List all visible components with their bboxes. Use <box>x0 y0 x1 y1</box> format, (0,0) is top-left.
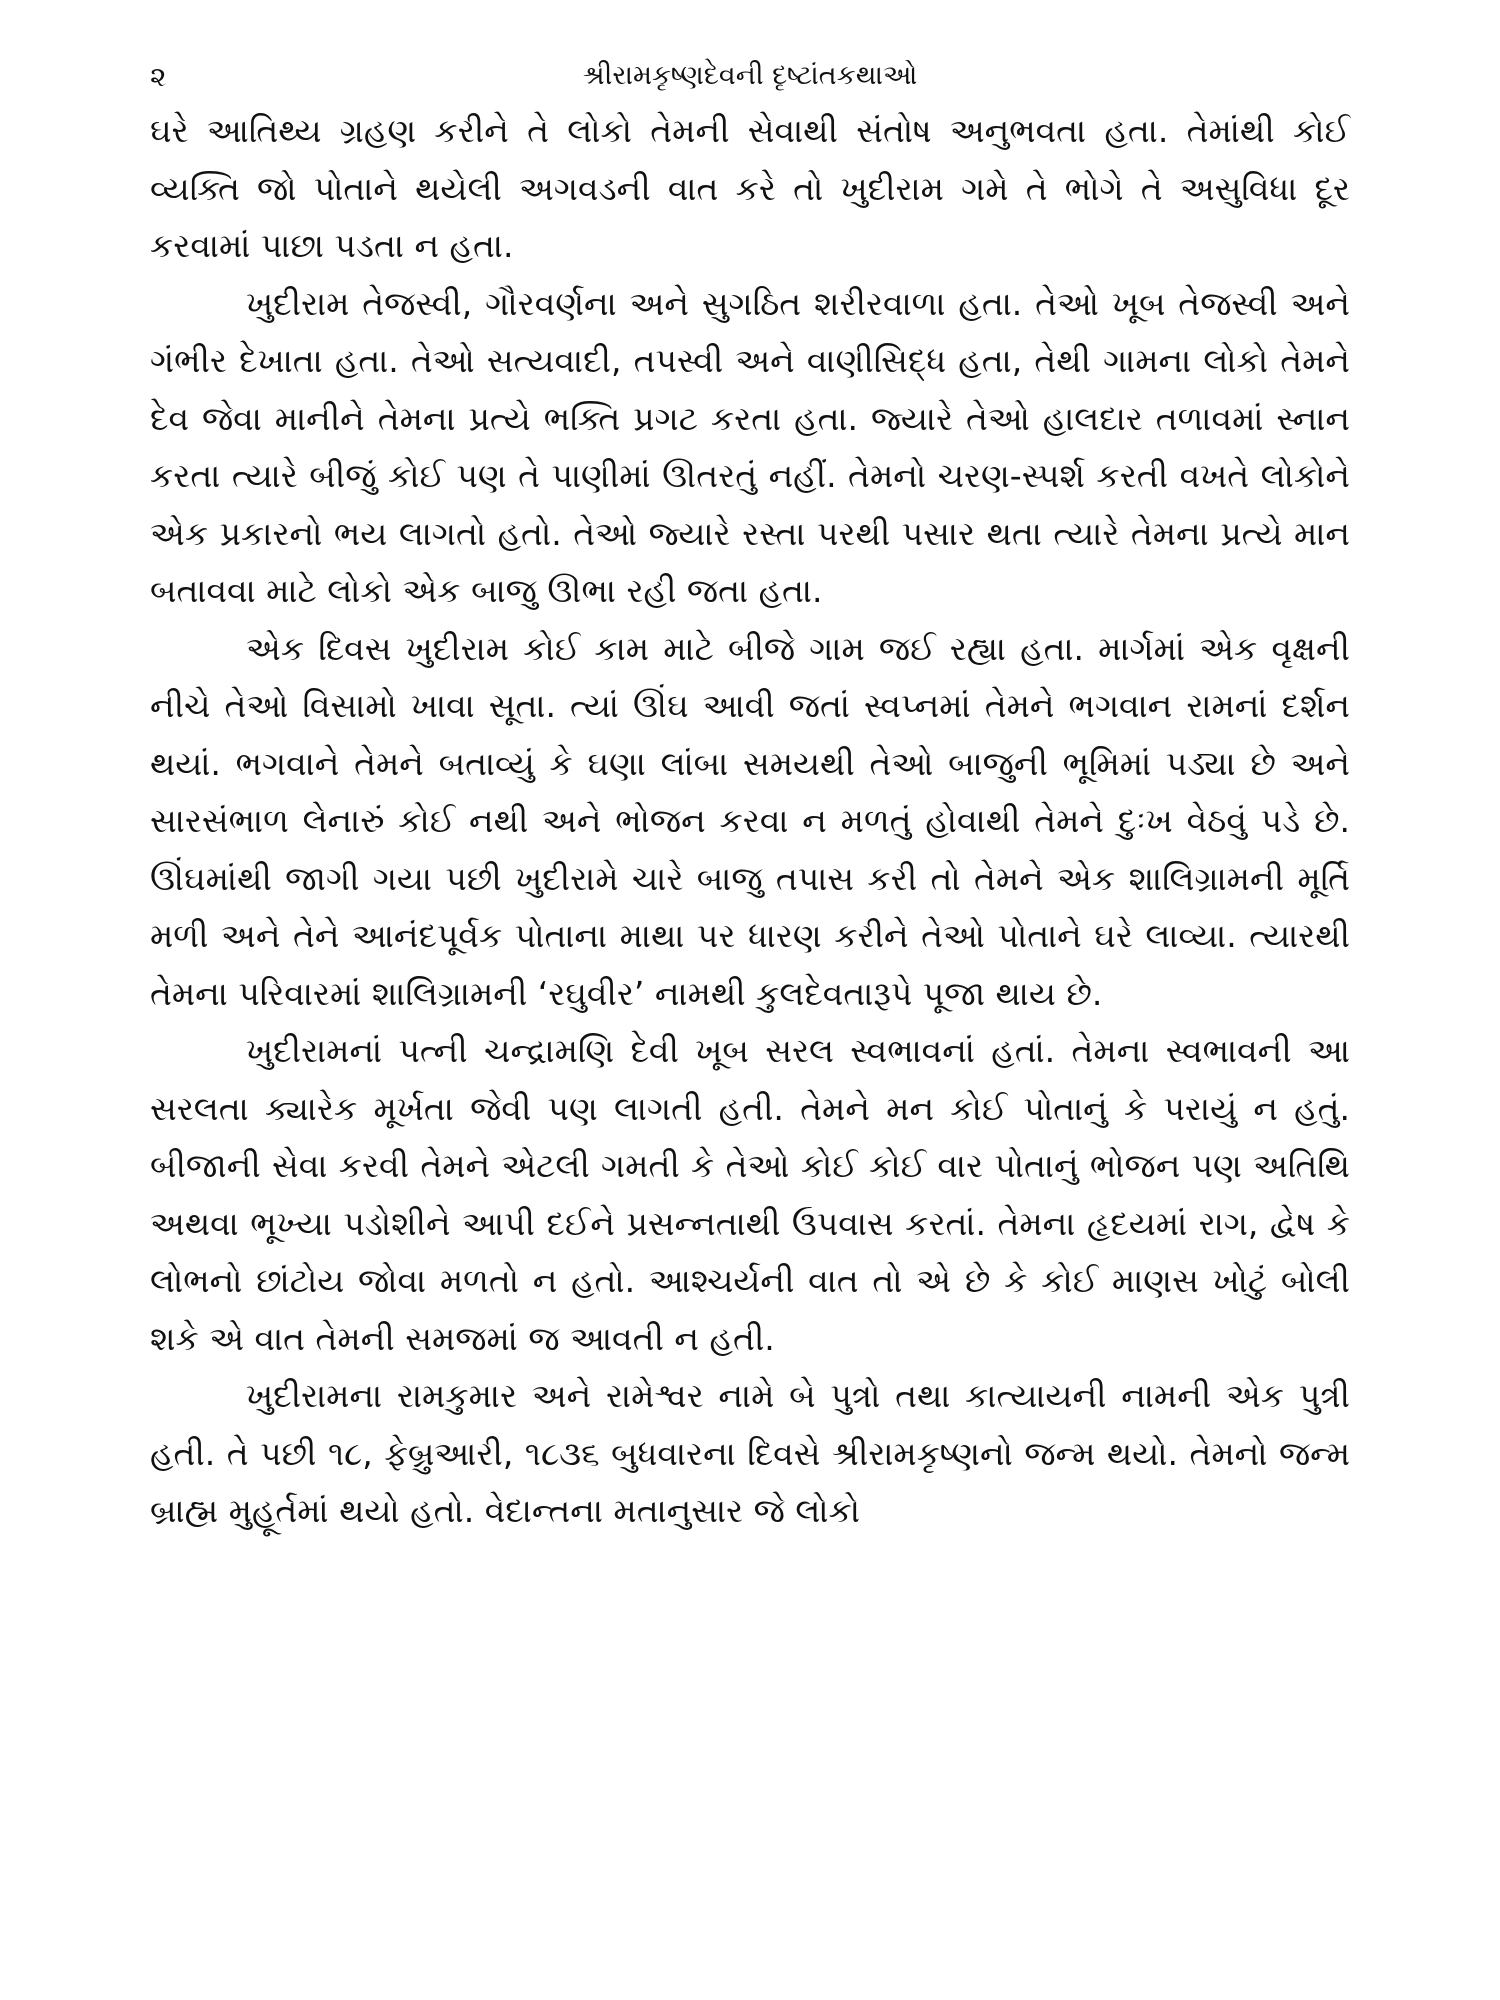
page-header <box>150 50 1350 102</box>
paragraph-continued: ઘરે આતિથ્ય ગ્રહણ કરીને તે લોકો તેમની સેવાથી સંતોષ અનુભવતા હતા. તેમાંથી કોઈ વ્યક્તિ જો પોતાને થયેલી અગવડની વાત કરે તો ખુદીરામ ગમે તે ભોગે તે અસુવિધા દૂર કરવામાં પાછા પડતા ન હતા. <box>150 111 1350 265</box>
running-title: શ્રીરામકૃષ્ણદેવની દૃષ્ટાંતકથાઓ <box>582 60 918 91</box>
paragraph: ખુદીરામના રામકુમાર અને રામેશ્વર નામે બે પુત્રો તથા કાત્યાયની નામની એક પુત્રી હતી. તે પછી ૧૮, ફેબ્રુઆરી, ૧૮૩૬ બુધવારના દિવસે શ્રીરામકૃષ્ણનો જન્મ થયો. તેમનો જન્મ બ્રાહ્મ મુહૂર્તમાં થયો હતો. વેદાન્તના મતાનુસાર જે લોકો <box>150 1376 1350 1530</box>
paragraph: ખુદીરામ તેજસ્વી, ગૌરવર્ણના અને સુગઠિત શરીરવાળા હતા. તેઓ ખૂબ તેજસ્વી અને ગંભીર દેખાતા હતા. તેઓ સત્યવાદી, તપસ્વી અને વાણીસિદ્ધ હતા, તેથી ગામના લોકો તેમને દેવ જેવા માનીને તેમના પ્રત્યે ભક્તિ પ્રગટ કરતા હતા. જ્યારે તેઓ હાલદાર તળાવમાં સ્નાન કરતા ત્યારે બીજું કોઈ પણ તે પાણીમાં ઊતરતું નહીં. તેમનો ચરણ-સ્પર્શ કરતી વખતે લોકોને એક પ્રકારનો ભય લાગતો હતો. તેઓ જ્યારે રસ્તા પરથી પસાર થતા ત્યારે તેમના પ્રત્યે માન બતાવવા માટે લોકો એક બાજુ ઊભા રહી જતા હતા. <box>150 283 1350 610</box>
page-number: ૨ <box>150 60 167 93</box>
paragraph: એક દિવસ ખુદીરામ કોઈ કામ માટે બીજે ગામ જઈ રહ્યા હતા. માર્ગમાં એક વૃક્ષની નીચે તેઓ વિસામો ખાવા સૂતા. ત્યાં ઊંઘ આવી જતાં સ્વપ્નમાં તેમને ભગવાન રામનાં દર્શન થયાં. ભગવાને તેમને બતાવ્યું કે ઘણા લાંબા સમયથી તેઓ બાજુની ભૂમિમાં પડ્યા છે અને સારસંભાળ લેનારું કોઈ નથી અને ભોજન કરવા ન મળતું હોવાથી તેમને દુઃખ વેઠવું પડે છે. ઊંઘમાંથી જાગી ગયા પછી ખુદીરામે ચારે બાજુ તપાસ કરી તો તેમને એક શાલિગ્રામની મૂર્તિ મળી અને તેને આનંદપૂર્વક પોતાના માથા પર ધારણ કરીને તેઓ પોતાને ઘરે લાવ્યા. ત્યારથી તેમના પરિવારમાં શાલિગ્રામની ‘રઘુવીર’ નામથી કુલદેવતારૂપે પૂજા થાય છે. <box>150 628 1350 1013</box>
body-text <box>150 102 1350 1540</box>
paragraph: ખુદીરામનાં પત્ની ચન્દ્રામણિ દેવી ખૂબ સરલ સ્વભાવનાં હતાં. તેમના સ્વભાવની આ સરલતા ક્યારેક મૂર્ખતા જેવી પણ લાગતી હતી. તેમને મન કોઈ પોતાનું કે પરાયું ન હતું. બીજાની સેવા કરવી તેમને એટલી ગમતી કે તેઓ કોઈ કોઈ વાર પોતાનું ભોજન પણ અતિથિ અથવા ભૂખ્યા પડોશીને આપી દઈને પ્રસન્નતાથી ઉપવાસ કરતાં. તેમના હૃદયમાં રાગ, દ્વેષ કે લોભનો છાંટોય જોવા મળતો ન હતો. આશ્ચર્યની વાત તો એ છે કે કોઈ માણસ ખોટું બોલી શકે એ વાત તેમની સમજમાં જ આવતી ન હતી. <box>150 1031 1350 1358</box>
